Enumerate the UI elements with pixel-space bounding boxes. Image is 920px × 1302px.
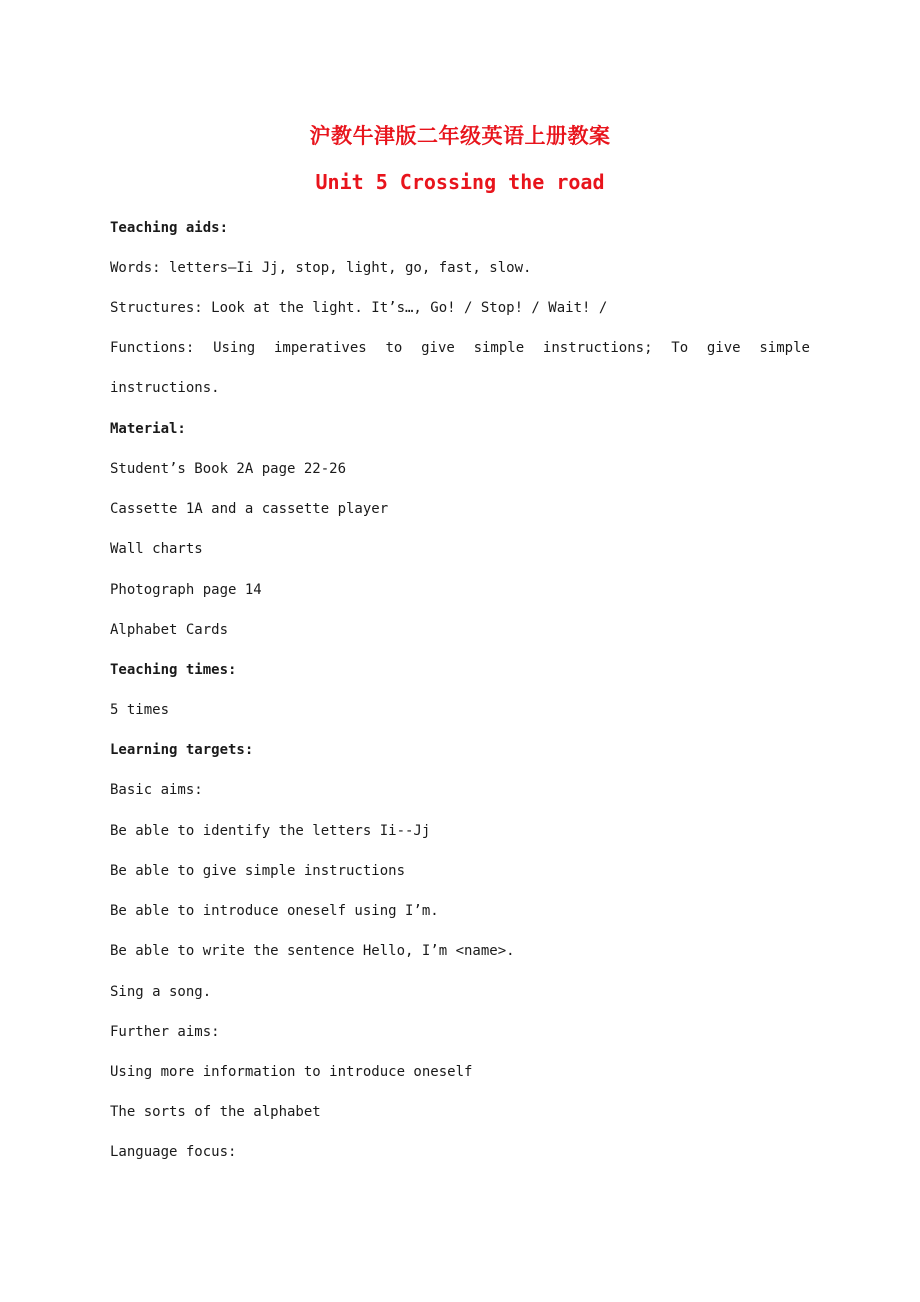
- teaching-aids-heading: Teaching aids:: [110, 220, 229, 236]
- further-aims-label: Further aims:: [110, 1024, 220, 1040]
- document-title-english: Unit 5 Crossing the road: [315, 170, 605, 194]
- basic-aims-label: Basic aims:: [110, 782, 203, 798]
- functions-word: To: [671, 340, 689, 356]
- functions-word: give: [706, 340, 741, 356]
- material-item: Photograph page 14: [110, 582, 262, 598]
- functions-word: simple: [759, 340, 810, 356]
- functions-line: [110, 337, 810, 359]
- further-aim-item: The sorts of the alphabet: [110, 1104, 321, 1120]
- functions-word: give: [421, 340, 455, 356]
- functions-word: imperatives: [273, 340, 367, 356]
- language-focus-label: Language focus:: [110, 1144, 237, 1160]
- basic-aim-item: Be able to give simple instructions: [110, 863, 406, 879]
- material-item: Wall charts: [110, 541, 203, 557]
- learning-targets-heading: Learning targets:: [110, 742, 254, 758]
- functions-word: Using: [213, 340, 256, 356]
- functions-word: simple: [473, 340, 525, 356]
- teaching-times-heading: Teaching times:: [110, 662, 237, 678]
- basic-aim-item: Sing a song.: [110, 984, 212, 1000]
- material-item: Cassette 1A and a cassette player: [110, 501, 389, 517]
- words-line: Words: letters—Ii Jj, stop, light, go, fast, slow.: [110, 260, 532, 276]
- basic-aim-item: Be able to introduce oneself using I’m.: [110, 903, 439, 919]
- teaching-times-value: 5 times: [110, 702, 170, 718]
- document-title-chinese: 沪教牛津版二年级英语上册教案: [309, 124, 611, 148]
- structures-line: Structures: Look at the light. It’s…, Go! / Stop! / Wait! /: [110, 300, 608, 316]
- basic-aim-item: Be able to write the sentence Hello, I’m <name>.: [110, 943, 515, 959]
- functions-word: to: [385, 340, 403, 356]
- material-heading: Material:: [110, 421, 186, 437]
- functions-word: Functions:: [110, 340, 195, 356]
- further-aim-item: Using more information to introduce oneself: [110, 1064, 473, 1080]
- functions-word: instructions;: [542, 340, 653, 356]
- material-item: Student’s Book 2A page 22-26: [110, 461, 347, 477]
- functions-continuation: instructions.: [110, 380, 220, 396]
- material-item: Alphabet Cards: [110, 622, 229, 638]
- basic-aim-item: Be able to identify the letters Ii--Jj: [110, 823, 431, 839]
